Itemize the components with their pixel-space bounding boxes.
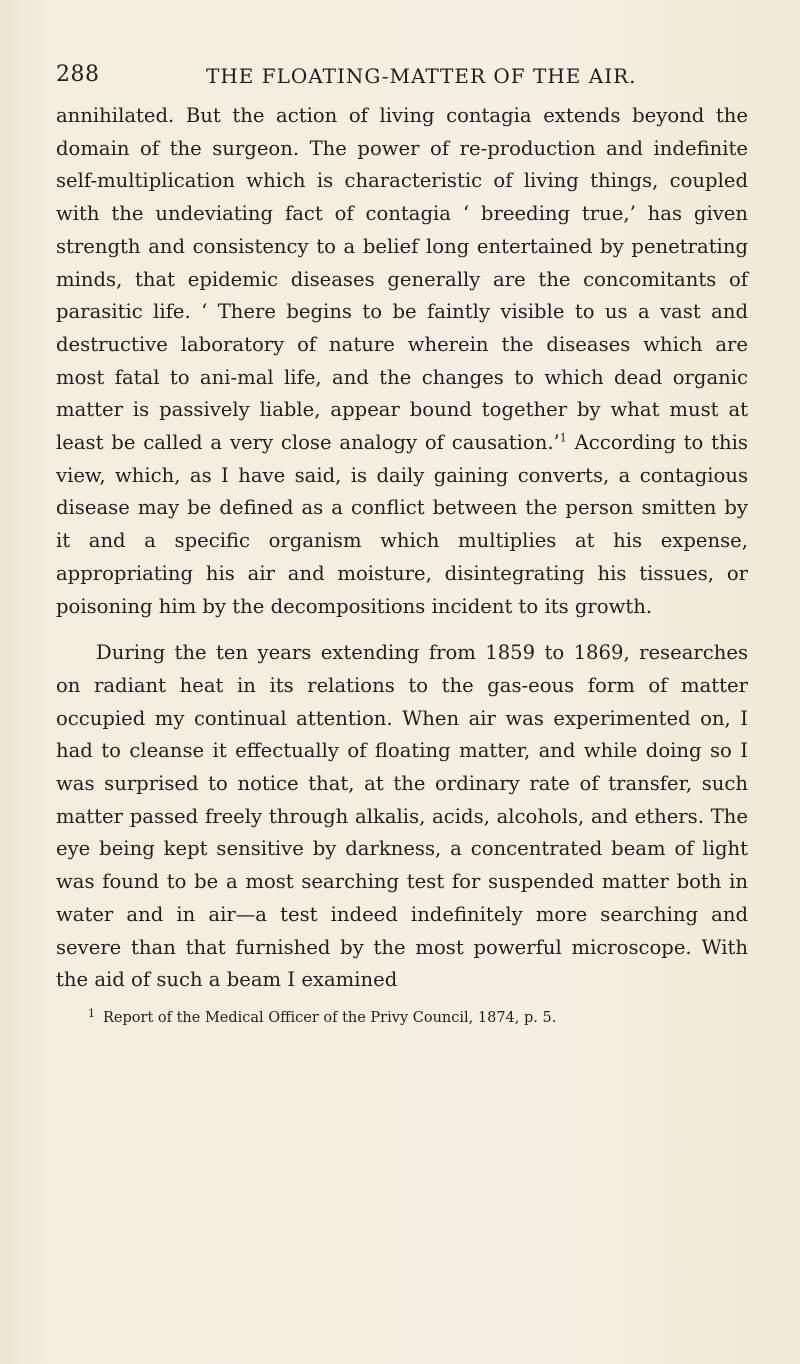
paragraph-1 (56, 100, 748, 623)
footnote-text: Report of the Medical Officer of the Privy Council, 1874, p. 5. (103, 1010, 557, 1026)
paragraph-1-text: annihilated. But the action of living contagia extends beyond the domain of the surgeon. The power of re-production and indefinite self-multiplication which is characteristic of living things, coupled with the undeviating fact of contagia ‘ breeding true,’ has given strength and consistency to a belief long entertained by penetrating minds, that epidemic diseases generally are the concomitants of parasitic life. ‘ There begins to be faintly visible to us a vast and destructive laboratory of nature wherein the diseases which are most fatal to ani-mal life, and the changes to which dead organic matter is passively liable, appear bound together by what must at least be called a very close analogy of causation.’ (56, 104, 748, 455)
footnote (88, 1008, 748, 1029)
paragraph-1-continued: According to this view, which, as I have said, is daily gaining converts, a contagious disease may be defined as a conflict between the person smitten by it and a specific organism which multiplies at his expense, appropriating his air and moisture, disintegrating his tissues, or poisoning him by the decompositions incident to its growth. (56, 431, 748, 618)
footnote-reference: 1 (559, 431, 567, 445)
page-number: 288 (56, 62, 100, 87)
paragraph-2: During the ten years extending from 1859 to 1869, researches on radiant heat in its relations to the gas-eous form of matter occupied my continual attention. When air was experimented on, I had to cleanse it effectually of floating matter, and while doing so I was surprised to notice that, at the ordinary rate of transfer, such matter passed freely through alkalis, acids, alcohols, and ethers. The eye being kept sensitive by darkness, a concentrated beam of light was found to be a most searching test for suspended matter both in water and in air—a test indeed indefinitely more searching and severe than that furnished by the most powerful microscope. With the aid of such a beam I examined (56, 641, 748, 992)
body-text (56, 100, 748, 997)
running-head: THE FLOATING-MATTER OF THE AIR. (206, 64, 637, 88)
footnote-marker: 1 (88, 1007, 95, 1020)
page-header (56, 62, 746, 92)
